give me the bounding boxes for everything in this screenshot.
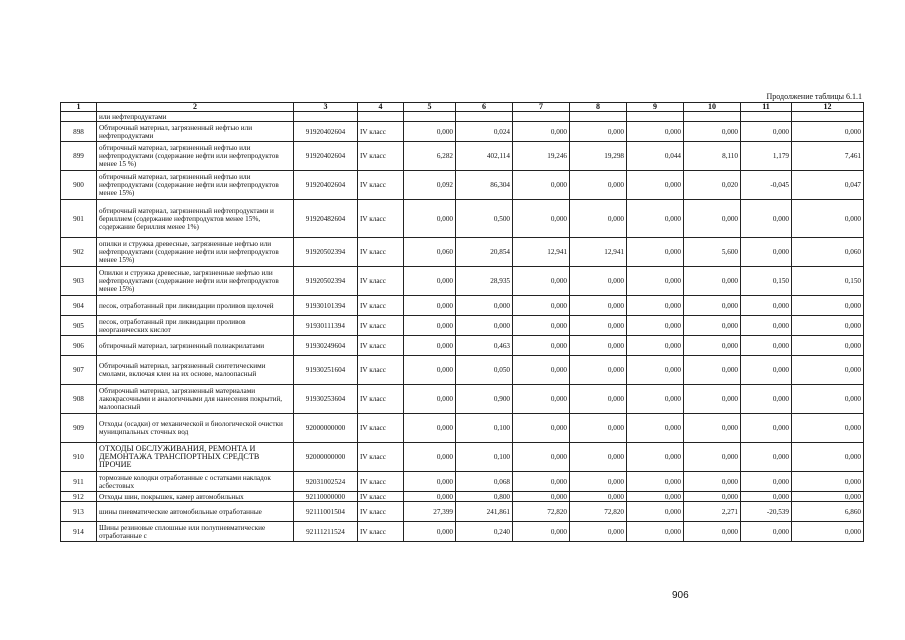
- col10-value: 5,600: [684, 238, 741, 267]
- col6-value: 0,500: [456, 200, 513, 238]
- table-row: [61, 142, 864, 171]
- waste-code: 92111001504: [294, 502, 358, 522]
- col11-value: 0,000: [741, 492, 792, 502]
- waste-code: 91920402604: [294, 171, 358, 200]
- column-header: 6: [456, 103, 513, 112]
- col10-value: 8,110: [684, 142, 741, 171]
- hazard-class: IV класс: [358, 443, 404, 472]
- col12-value: 0,000: [792, 122, 864, 142]
- waste-name: Опилки и стружка древесные, загрязненные нефтью или нефтепродуктами (содержание нефти или нефтепродуктов менее 15%): [97, 267, 294, 296]
- col10-value: 0,000: [684, 356, 741, 385]
- col10-value: 0,000: [684, 443, 741, 472]
- column-header: 10: [684, 103, 741, 112]
- col11-value: 0,000: [741, 200, 792, 238]
- waste-name: обтирочный материал, загрязненный нефтепродуктами и бериллием (содержание нефтепродуктов менее 15%, содержание бериллия менее 1%): [97, 200, 294, 238]
- col7-value: 19,246: [513, 142, 570, 171]
- col6-value: 0,068: [456, 472, 513, 492]
- col8-value: 0,000: [570, 522, 627, 542]
- col5-value: 0,060: [404, 238, 456, 267]
- col12-value: 6,860: [792, 502, 864, 522]
- col9-value: 0,000: [627, 122, 684, 142]
- waste-code: 92110000000: [294, 492, 358, 502]
- col5-value: 0,000: [404, 385, 456, 414]
- waste-name: ОТХОДЫ ОБСЛУЖИВАНИЯ, РЕМОНТА И ДЕМОНТАЖА ТРАНСПОРТНЫХ СРЕДСТВ ПРОЧИЕ: [97, 443, 294, 472]
- col11-value: -0,045: [741, 171, 792, 200]
- col6-value: 0,463: [456, 336, 513, 356]
- col10-value: 0,000: [684, 385, 741, 414]
- col8-value: 0,000: [570, 443, 627, 472]
- hazard-class: IV класс: [358, 414, 404, 443]
- col7-value: 0,000: [513, 296, 570, 316]
- hazard-class: IV класс: [358, 356, 404, 385]
- table-row: [61, 171, 864, 200]
- col9-value: 0,000: [627, 502, 684, 522]
- table-row: [61, 414, 864, 443]
- waste-name: песок, отработанный при ликвидации проливов щелочей: [97, 296, 294, 316]
- waste-name: тормозные колодки отработанные с остатками накладок асбестовых: [97, 472, 294, 492]
- col12-value: 0,000: [792, 472, 864, 492]
- col10-value: 0,020: [684, 171, 741, 200]
- col5-value: 0,000: [404, 443, 456, 472]
- waste-code: 91930253604: [294, 385, 358, 414]
- col12-value: 0,000: [792, 200, 864, 238]
- waste-code: 91920482604: [294, 200, 358, 238]
- col10-value: 0,000: [684, 267, 741, 296]
- waste-code: 91920402604: [294, 122, 358, 142]
- col5-value: 0,000: [404, 122, 456, 142]
- waste-code: 92000000000: [294, 414, 358, 443]
- hazard-class: IV класс: [358, 122, 404, 142]
- continuation-text: или нефтепродуктами: [97, 112, 294, 122]
- waste-name: Шины резиновые сплошные или полупневматические отработанные с: [97, 522, 294, 542]
- col7-value: 0,000: [513, 492, 570, 502]
- col12-value: 0,047: [792, 171, 864, 200]
- col9-value: 0,000: [627, 238, 684, 267]
- col8-value: 19,298: [570, 142, 627, 171]
- table-row: [61, 522, 864, 542]
- waste-code: 92000000000: [294, 443, 358, 472]
- col6-value: 0,050: [456, 356, 513, 385]
- col10-value: 0,000: [684, 492, 741, 502]
- row-number: 906: [61, 336, 97, 356]
- col9-value: 0,000: [627, 443, 684, 472]
- row-number: 898: [61, 122, 97, 142]
- col12-value: 0,000: [792, 316, 864, 336]
- continuation-row: [61, 112, 864, 122]
- col12-value: 0,000: [792, 492, 864, 502]
- col7-value: 0,000: [513, 171, 570, 200]
- column-header: 3: [294, 103, 358, 112]
- hazard-class: IV класс: [358, 171, 404, 200]
- col5-value: 0,000: [404, 336, 456, 356]
- column-header: 7: [513, 103, 570, 112]
- table-row: [61, 267, 864, 296]
- col5-value: 0,000: [404, 414, 456, 443]
- hazard-class: IV класс: [358, 522, 404, 542]
- col6-value: 28,935: [456, 267, 513, 296]
- col9-value: 0,000: [627, 414, 684, 443]
- col9-value: 0,000: [627, 472, 684, 492]
- col10-value: 0,000: [684, 296, 741, 316]
- col6-value: 0,900: [456, 385, 513, 414]
- col7-value: 72,820: [513, 502, 570, 522]
- col6-value: 20,854: [456, 238, 513, 267]
- col7-value: 0,000: [513, 385, 570, 414]
- col8-value: 0,000: [570, 414, 627, 443]
- col11-value: 0,000: [741, 522, 792, 542]
- waste-name: обтирочный материал, загрязненный полиакрилатами: [97, 336, 294, 356]
- column-header: 4: [358, 103, 404, 112]
- waste-name: опилки и стружка древесные, загрязненные нефтью или нефтепродуктами (содержание нефти или нефтепродуктов менее 15%): [97, 238, 294, 267]
- col9-value: 0,000: [627, 296, 684, 316]
- waste-code: 91920402604: [294, 142, 358, 171]
- header-row: [61, 103, 864, 112]
- col6-value: 241,861: [456, 502, 513, 522]
- hazard-class: IV класс: [358, 336, 404, 356]
- col9-value: 0,000: [627, 356, 684, 385]
- table-row: [61, 443, 864, 472]
- col7-value: 0,000: [513, 356, 570, 385]
- row-number: 902: [61, 238, 97, 267]
- col10-value: 0,000: [684, 336, 741, 356]
- col11-value: 0,000: [741, 443, 792, 472]
- col9-value: 0,000: [627, 522, 684, 542]
- column-header: 2: [97, 103, 294, 112]
- col6-value: 402,114: [456, 142, 513, 171]
- col6-value: 0,000: [456, 316, 513, 336]
- col7-value: 0,000: [513, 267, 570, 296]
- col5-value: 0,000: [404, 522, 456, 542]
- col9-value: 0,000: [627, 171, 684, 200]
- waste-code: 91920502394: [294, 238, 358, 267]
- col12-value: 0,000: [792, 296, 864, 316]
- col6-value: 86,304: [456, 171, 513, 200]
- col6-value: 0,100: [456, 443, 513, 472]
- col5-value: 0,000: [404, 316, 456, 336]
- col10-value: 0,000: [684, 522, 741, 542]
- table-row: [61, 316, 864, 336]
- col11-value: 0,000: [741, 316, 792, 336]
- waste-name: Обтирочный материал, загрязненный материалами лакокрасочными и аналогичными для нанесения покрытий, малоопасный: [97, 385, 294, 414]
- waste-name: Обтирочный материал, загрязненный нефтью или нефтепродуктами: [97, 122, 294, 142]
- waste-name: Отходы (осадки) от механической и биологической очистки муниципальных сточных вод: [97, 414, 294, 443]
- col6-value: 0,800: [456, 492, 513, 502]
- column-header: 8: [570, 103, 627, 112]
- table-row: [61, 356, 864, 385]
- col5-value: 0,000: [404, 267, 456, 296]
- col5-value: 0,000: [404, 472, 456, 492]
- col12-value: 0,060: [792, 238, 864, 267]
- row-number: 908: [61, 385, 97, 414]
- col8-value: 0,000: [570, 171, 627, 200]
- col8-value: 0,000: [570, 472, 627, 492]
- row-number: 911: [61, 472, 97, 492]
- col8-value: 0,000: [570, 200, 627, 238]
- page-number: 906: [672, 590, 689, 601]
- column-header: 5: [404, 103, 456, 112]
- row-number: 905: [61, 316, 97, 336]
- waste-code: 91930249604: [294, 336, 358, 356]
- col6-value: 0,000: [456, 296, 513, 316]
- col6-value: 0,024: [456, 122, 513, 142]
- row-number: 899: [61, 142, 97, 171]
- col11-value: 0,000: [741, 238, 792, 267]
- waste-code: 92031002524: [294, 472, 358, 492]
- col10-value: 0,000: [684, 200, 741, 238]
- col12-value: 7,461: [792, 142, 864, 171]
- row-number: 907: [61, 356, 97, 385]
- column-header: 11: [741, 103, 792, 112]
- col7-value: 0,000: [513, 200, 570, 238]
- col5-value: 6,282: [404, 142, 456, 171]
- hazard-class: IV класс: [358, 316, 404, 336]
- col10-value: 0,000: [684, 122, 741, 142]
- table-row: [61, 122, 864, 142]
- col7-value: 0,000: [513, 443, 570, 472]
- col12-value: 0,150: [792, 267, 864, 296]
- waste-name: песок, отработанный при ликвидации проливов неорганических кислот: [97, 316, 294, 336]
- waste-code: 92111211524: [294, 522, 358, 542]
- col7-value: 0,000: [513, 414, 570, 443]
- col11-value: 0,000: [741, 336, 792, 356]
- column-header: 12: [792, 103, 864, 112]
- col8-value: 12,941: [570, 238, 627, 267]
- hazard-class: IV класс: [358, 385, 404, 414]
- column-header: 1: [61, 103, 97, 112]
- hazard-class: IV класс: [358, 502, 404, 522]
- col8-value: 0,000: [570, 385, 627, 414]
- table-row: [61, 296, 864, 316]
- col9-value: 0,000: [627, 385, 684, 414]
- col5-value: 0,000: [404, 492, 456, 502]
- col12-value: 0,000: [792, 443, 864, 472]
- hazard-class: IV класс: [358, 472, 404, 492]
- table-caption: Продолжение таблицы 6.1.1: [766, 92, 862, 101]
- col9-value: 0,000: [627, 336, 684, 356]
- row-number: 901: [61, 200, 97, 238]
- col11-value: 0,000: [741, 356, 792, 385]
- col12-value: 0,000: [792, 522, 864, 542]
- hazard-class: IV класс: [358, 142, 404, 171]
- col5-value: 0,000: [404, 200, 456, 238]
- col9-value: 0,000: [627, 267, 684, 296]
- col11-value: -20,539: [741, 502, 792, 522]
- col7-value: 12,941: [513, 238, 570, 267]
- col11-value: 0,000: [741, 414, 792, 443]
- col7-value: 0,000: [513, 336, 570, 356]
- col11-value: 0,000: [741, 122, 792, 142]
- row-number: 903: [61, 267, 97, 296]
- col8-value: 0,000: [570, 492, 627, 502]
- waste-code: 91930251604: [294, 356, 358, 385]
- col7-value: 0,000: [513, 472, 570, 492]
- col10-value: 0,000: [684, 472, 741, 492]
- col11-value: 0,000: [741, 296, 792, 316]
- col7-value: 0,000: [513, 122, 570, 142]
- col9-value: 0,000: [627, 492, 684, 502]
- col11-value: 0,150: [741, 267, 792, 296]
- col5-value: 0,092: [404, 171, 456, 200]
- row-number: 909: [61, 414, 97, 443]
- hazard-class: IV класс: [358, 296, 404, 316]
- col12-value: 0,000: [792, 336, 864, 356]
- col8-value: 0,000: [570, 316, 627, 336]
- col5-value: 0,000: [404, 356, 456, 385]
- hazard-class: IV класс: [358, 492, 404, 502]
- row-number: 913: [61, 502, 97, 522]
- col10-value: 0,000: [684, 316, 741, 336]
- waste-name: обтирочный материал, загрязненный нефтью или нефтепродуктами (содержание нефти или нефтепродуктов менее 15%): [97, 171, 294, 200]
- row-number: 914: [61, 522, 97, 542]
- col8-value: 0,000: [570, 336, 627, 356]
- col12-value: 0,000: [792, 414, 864, 443]
- col9-value: 0,044: [627, 142, 684, 171]
- col9-value: 0,000: [627, 200, 684, 238]
- hazard-class: IV класс: [358, 238, 404, 267]
- col11-value: 0,000: [741, 385, 792, 414]
- col9-value: 0,000: [627, 316, 684, 336]
- col8-value: 0,000: [570, 296, 627, 316]
- col11-value: 1,179: [741, 142, 792, 171]
- col10-value: 2,271: [684, 502, 741, 522]
- waste-code: 91920502394: [294, 267, 358, 296]
- row-number: 900: [61, 171, 97, 200]
- col7-value: 0,000: [513, 316, 570, 336]
- table-row: [61, 492, 864, 502]
- col12-value: 0,000: [792, 385, 864, 414]
- col6-value: 0,240: [456, 522, 513, 542]
- col8-value: 0,000: [570, 122, 627, 142]
- row-number: 912: [61, 492, 97, 502]
- row-number: 910: [61, 443, 97, 472]
- col5-value: 0,000: [404, 296, 456, 316]
- waste-code: 91930111394: [294, 316, 358, 336]
- waste-name: Отходы шин, покрышек, камер автомобильных: [97, 492, 294, 502]
- row-number: 904: [61, 296, 97, 316]
- table-row: [61, 200, 864, 238]
- col10-value: 0,000: [684, 414, 741, 443]
- table-row: [61, 385, 864, 414]
- hazard-class: IV класс: [358, 200, 404, 238]
- waste-name: шины пневматические автомобильные отработанные: [97, 502, 294, 522]
- col6-value: 0,100: [456, 414, 513, 443]
- col8-value: 0,000: [570, 356, 627, 385]
- waste-name: обтирочный материал, загрязненный нефтью или нефтепродуктами (содержание нефти или нефтепродуктов менее 15 %): [97, 142, 294, 171]
- col5-value: 27,399: [404, 502, 456, 522]
- col8-value: 0,000: [570, 267, 627, 296]
- col11-value: 0,000: [741, 472, 792, 492]
- waste-code: 91930101394: [294, 296, 358, 316]
- col8-value: 72,820: [570, 502, 627, 522]
- table-row: [61, 336, 864, 356]
- waste-table: [60, 102, 864, 542]
- column-header: 9: [627, 103, 684, 112]
- table-row: [61, 238, 864, 267]
- col7-value: 0,000: [513, 522, 570, 542]
- hazard-class: IV класс: [358, 267, 404, 296]
- table-row: [61, 472, 864, 492]
- table-row: [61, 502, 864, 522]
- waste-name: Обтирочный материал, загрязненный синтетическими смолами, включая клеи на их основе, малоопасный: [97, 356, 294, 385]
- col12-value: 0,000: [792, 356, 864, 385]
